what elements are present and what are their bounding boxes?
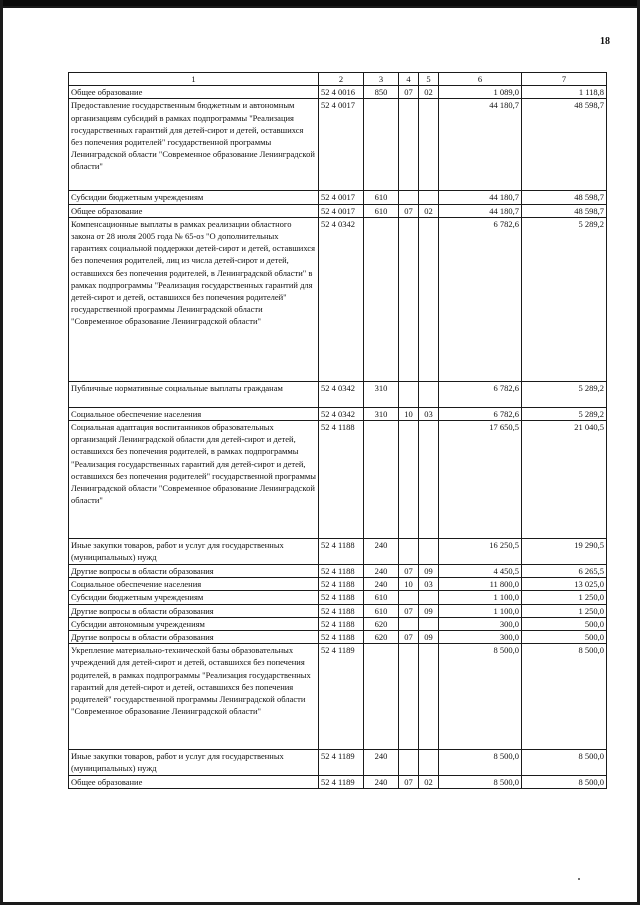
column-header-row	[69, 73, 607, 86]
row-sum1: 300,0	[439, 617, 522, 630]
row-name: Иные закупки товаров, работ и услуг для государственных (муниципальных) нужд	[69, 539, 319, 565]
row-code: 52 4 1188	[319, 591, 364, 604]
column-header-sum1: 6	[439, 73, 522, 86]
row-sum1: 4 450,5	[439, 565, 522, 578]
row-code: 52 4 1188	[319, 617, 364, 630]
row-sum2: 500,0	[522, 617, 607, 630]
row-rz: 10	[399, 407, 419, 420]
row-sum1: 44 180,7	[439, 99, 522, 191]
column-header-vr: 3	[364, 73, 399, 86]
row-sum1: 1 100,0	[439, 604, 522, 617]
table-row	[69, 565, 607, 578]
row-sum2: 5 289,2	[522, 407, 607, 420]
row-code: 52 4 0017	[319, 191, 364, 204]
table-row	[69, 407, 607, 420]
row-sum2: 19 290,5	[522, 539, 607, 565]
scan-edge-shadow	[0, 6, 640, 8]
row-sum2: 48 598,7	[522, 99, 607, 191]
row-rz: 10	[399, 578, 419, 591]
row-vr: 240	[364, 578, 399, 591]
row-sum1: 8 500,0	[439, 776, 522, 789]
row-pr	[419, 644, 439, 750]
column-header-sum2: 7	[522, 73, 607, 86]
row-pr	[419, 99, 439, 191]
row-rz: 07	[399, 631, 419, 644]
row-name: Общее образование	[69, 204, 319, 217]
row-rz	[399, 539, 419, 565]
row-pr	[419, 191, 439, 204]
row-pr: 02	[419, 776, 439, 789]
row-vr: 610	[364, 604, 399, 617]
row-rz	[399, 99, 419, 191]
row-pr	[419, 750, 439, 776]
row-pr: 03	[419, 407, 439, 420]
row-code: 52 4 1188	[319, 565, 364, 578]
row-vr: 240	[364, 539, 399, 565]
row-sum1: 17 650,5	[439, 421, 522, 539]
table-row	[69, 217, 607, 381]
row-pr: 02	[419, 86, 439, 99]
row-name: Компенсационные выплаты в рамках реализации областного закона от 28 июля 2005 года № 65-оз "О дополнительных гарантиях социальной поддержки детей-сирот и детей, оставшихся без попечения родителей, лиц из числа детей-сирот и детей, оставшихся без попечения родителей, в Ленинградской области" в рамках подпрограммы "Реализация государственных гарантий для детей-сирот и детей, оставшихся без попечения родителей" государственной программы Ленинградской области "Современное образование Ленинградской области"	[69, 217, 319, 381]
row-sum1: 16 250,5	[439, 539, 522, 565]
table-row	[69, 421, 607, 539]
row-vr: 240	[364, 750, 399, 776]
row-vr: 610	[364, 191, 399, 204]
row-sum2: 1 250,0	[522, 591, 607, 604]
row-sum2: 8 500,0	[522, 644, 607, 750]
row-pr	[419, 421, 439, 539]
row-rz: 07	[399, 776, 419, 789]
row-pr	[419, 381, 439, 407]
table-row	[69, 776, 607, 789]
row-sum1: 44 180,7	[439, 191, 522, 204]
row-sum1: 6 782,6	[439, 407, 522, 420]
row-name: Другие вопросы в области образования	[69, 631, 319, 644]
row-name: Другие вопросы в области образования	[69, 604, 319, 617]
table-row	[69, 99, 607, 191]
column-header-rz: 4	[399, 73, 419, 86]
row-code: 52 4 0017	[319, 204, 364, 217]
row-sum1: 8 500,0	[439, 644, 522, 750]
row-code: 52 4 1188	[319, 421, 364, 539]
row-vr	[364, 217, 399, 381]
row-rz	[399, 421, 419, 539]
row-vr: 310	[364, 381, 399, 407]
row-name: Социальная адаптация воспитанников образовательных организаций Ленинградской области для детей-сирот и детей, оставшихся без попечения родителей, в рамках подпрограммы "Реализация государственных гарантий для детей-сирот и детей, оставшихся без попечения родителей" государственной программы Ленинградской области "Современное образование Ленинградской области"	[69, 421, 319, 539]
row-pr: 03	[419, 578, 439, 591]
row-vr: 610	[364, 591, 399, 604]
row-sum2: 1 118,8	[522, 86, 607, 99]
row-rz: 07	[399, 86, 419, 99]
row-sum2: 8 500,0	[522, 776, 607, 789]
row-rz: 07	[399, 565, 419, 578]
row-code: 52 4 1188	[319, 539, 364, 565]
row-sum2: 6 265,5	[522, 565, 607, 578]
budget-table	[68, 72, 607, 789]
row-name: Субсидии бюджетным учреждениям	[69, 591, 319, 604]
row-vr: 850	[364, 86, 399, 99]
row-sum1: 1 089,0	[439, 86, 522, 99]
table-row	[69, 604, 607, 617]
row-pr: 09	[419, 604, 439, 617]
row-code: 52 4 1189	[319, 750, 364, 776]
row-pr: 09	[419, 631, 439, 644]
row-name: Укрепление материально-технической базы образовательных учреждений для детей-сирот и детей, оставшихся без попечения родителей, в рамках подпрограммы "Реализация государственных гарантий для детей-сирот и детей, оставшихся без попечения родителей" государственной программы Ленинградской области "Современное образование Ленинградской области"	[69, 644, 319, 750]
row-rz	[399, 217, 419, 381]
row-vr: 620	[364, 617, 399, 630]
row-name: Публичные нормативные социальные выплаты гражданам	[69, 381, 319, 407]
row-pr	[419, 217, 439, 381]
row-rz: 07	[399, 204, 419, 217]
page-number: 18	[600, 36, 610, 47]
row-name: Предоставление государственным бюджетным и автономным организациям субсидий в рамках подпрограммы "Реализация государственных гарантий для детей-сирот и детей, оставшихся без попечения родителей" государственной программы Ленинградской области "Современное образование Ленинградской области"	[69, 99, 319, 191]
row-name: Социальное обеспечение населения	[69, 407, 319, 420]
row-code: 52 4 0342	[319, 217, 364, 381]
row-sum1: 8 500,0	[439, 750, 522, 776]
row-code: 52 4 1188	[319, 578, 364, 591]
row-vr	[364, 644, 399, 750]
row-code: 52 4 0017	[319, 99, 364, 191]
row-vr: 240	[364, 565, 399, 578]
scan-edge-left	[0, 0, 3, 905]
row-pr	[419, 539, 439, 565]
row-sum1: 6 782,6	[439, 381, 522, 407]
row-rz	[399, 750, 419, 776]
table-row	[69, 631, 607, 644]
table-row	[69, 617, 607, 630]
row-name: Иные закупки товаров, работ и услуг для государственных (муниципальных) нужд	[69, 750, 319, 776]
row-sum2: 21 040,5	[522, 421, 607, 539]
row-code: 52 4 0342	[319, 407, 364, 420]
table-row	[69, 381, 607, 407]
row-vr: 620	[364, 631, 399, 644]
row-vr: 610	[364, 204, 399, 217]
row-rz	[399, 191, 419, 204]
row-vr	[364, 421, 399, 539]
row-name: Субсидии бюджетным учреждениям	[69, 191, 319, 204]
row-vr: 310	[364, 407, 399, 420]
table-row	[69, 204, 607, 217]
row-sum1: 44 180,7	[439, 204, 522, 217]
row-sum2: 5 289,2	[522, 217, 607, 381]
row-pr	[419, 617, 439, 630]
row-name: Социальное обеспечение населения	[69, 578, 319, 591]
row-sum1: 6 782,6	[439, 217, 522, 381]
row-sum1: 1 100,0	[439, 591, 522, 604]
row-vr: 240	[364, 776, 399, 789]
row-rz: 07	[399, 604, 419, 617]
row-code: 52 4 0342	[319, 381, 364, 407]
column-header-name: 1	[69, 73, 319, 86]
table-row	[69, 191, 607, 204]
row-sum2: 5 289,2	[522, 381, 607, 407]
table-row	[69, 578, 607, 591]
row-code: 52 4 1188	[319, 631, 364, 644]
row-name: Общее образование	[69, 776, 319, 789]
column-header-code: 2	[319, 73, 364, 86]
row-name: Общее образование	[69, 86, 319, 99]
row-sum2: 13 025,0	[522, 578, 607, 591]
row-sum2: 1 250,0	[522, 604, 607, 617]
row-sum2: 8 500,0	[522, 750, 607, 776]
row-name: Субсидии автономным учреждениям	[69, 617, 319, 630]
row-sum2: 500,0	[522, 631, 607, 644]
table-row	[69, 539, 607, 565]
table-row	[69, 750, 607, 776]
row-sum1: 300,0	[439, 631, 522, 644]
row-code: 52 4 0016	[319, 86, 364, 99]
row-sum2: 48 598,7	[522, 204, 607, 217]
table-row	[69, 591, 607, 604]
table-row	[69, 86, 607, 99]
row-code: 52 4 1189	[319, 644, 364, 750]
row-rz	[399, 617, 419, 630]
row-rz	[399, 381, 419, 407]
row-pr: 09	[419, 565, 439, 578]
table-row	[69, 644, 607, 750]
row-sum1: 11 800,0	[439, 578, 522, 591]
row-sum2: 48 598,7	[522, 191, 607, 204]
row-pr	[419, 591, 439, 604]
row-code: 52 4 1188	[319, 604, 364, 617]
row-code: 52 4 1189	[319, 776, 364, 789]
row-pr: 02	[419, 204, 439, 217]
row-rz	[399, 644, 419, 750]
row-rz	[399, 591, 419, 604]
scan-speck	[578, 878, 580, 880]
row-vr	[364, 99, 399, 191]
column-header-pr: 5	[419, 73, 439, 86]
row-name: Другие вопросы в области образования	[69, 565, 319, 578]
